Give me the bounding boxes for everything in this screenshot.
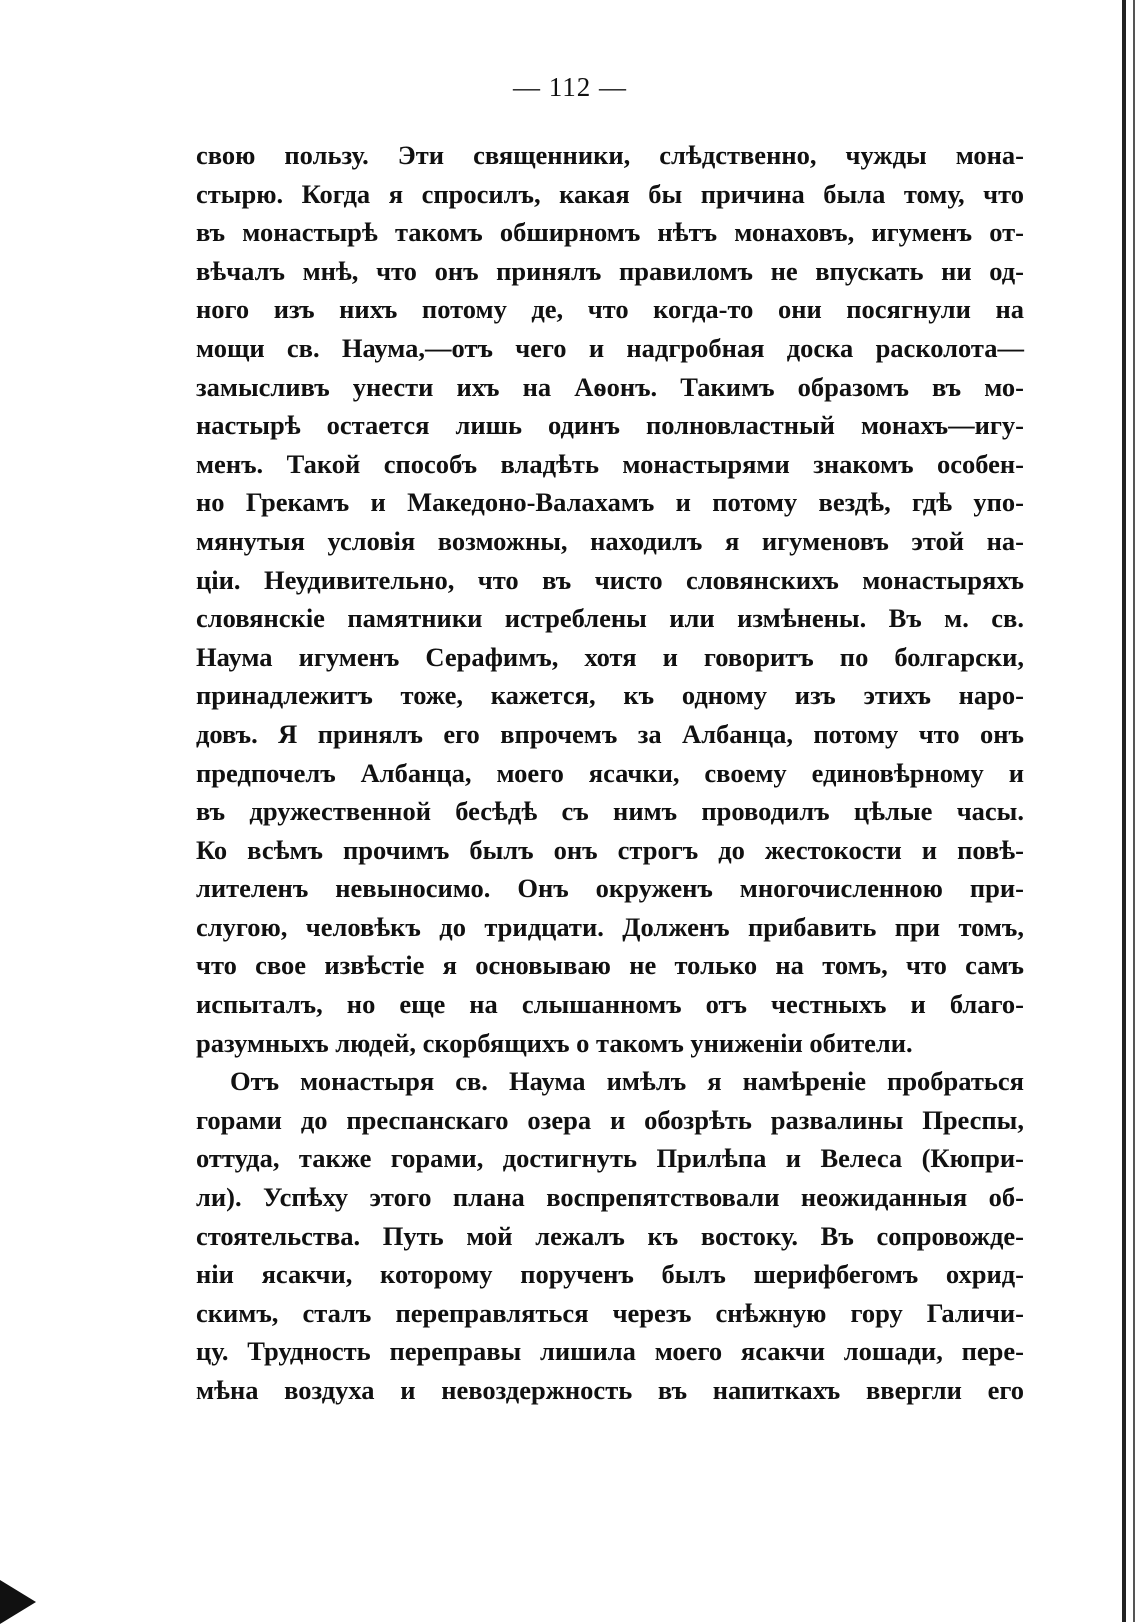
text-line: Наума игуменъ Серафимъ, хотя и говоритъ по болгарски, [196,641,1024,672]
text-line-paragraph-end: разумныхъ людей, скорбящихъ о такомъ униженіи обители. [196,1027,913,1058]
text-line: стоятельства. Путь мой лежалъ къ востоку. Въ сопровожде- [196,1220,1024,1251]
text-line: въ монастырѣ такомъ обширномъ нѣтъ монаховъ, игуменъ от- [196,217,1024,248]
body-text [196,136,1024,1410]
text-line: принадлежитъ тоже, кажется, къ одному изъ этихъ наро- [196,680,1024,711]
page-number: — 112 — [513,72,627,102]
text-line: оттуда, также горами, достигнуть Прилѣпа и Велеса (Кюпри- [196,1143,1024,1174]
text-line: въ дружественной бесѣдѣ съ нимъ проводилъ цѣлые часы. [196,796,1024,827]
text-line: Ко всѣмъ прочимъ былъ онъ строгъ до жестокости и повѣ- [196,834,1024,865]
text-line: замысливъ унести ихъ на Аѳонъ. Такимъ образомъ въ мо- [196,371,1024,402]
text-line: мощи св. Наума,—отъ чего и надгробная доска расколота— [196,332,1024,363]
text-line: ціи. Неудивительно, что въ чисто словянскихъ монастыряхъ [196,564,1024,595]
text-line: ного изъ нихъ потому де, что когда-то они посягнули на [196,294,1024,325]
text-line: менъ. Такой способъ владѣть монастырями знакомъ особен- [196,448,1024,479]
text-line: свою пользу. Эти священники, слѣдственно, чужды мона- [196,140,1024,170]
text-line: ніи ясакчи, которому порученъ былъ шерифбегомъ охрид- [196,1259,1024,1290]
text-line: горами до преспанскаго озера и обозрѣть развалины Преспы, [196,1104,1024,1135]
page-corner-arrow-icon [0,1580,36,1624]
text-line: стырю. Когда я спросилъ, какая бы причина была тому, что [196,178,1024,209]
text-line: что свое извѣстіе я основываю не только на томъ, что самъ [196,950,1024,981]
text-line: скимъ, сталъ переправляться черезъ снѣжную гору Галичи- [196,1297,1024,1328]
scan-edge-rule [1122,0,1126,1622]
text-line: ли). Успѣху этого плана воспрепятствовали неожиданныя об- [196,1182,1024,1213]
text-line: довъ. Я принялъ его впрочемъ за Албанца, потому что онъ [196,718,1024,749]
scan-edge-rule-secondary [1133,0,1135,1622]
text-line: настырѣ остается лишь одинъ полновластный монахъ—игу- [196,410,1024,441]
text-line: цу. Трудность переправы лишила моего ясакчи лошади, пере- [196,1336,1024,1367]
text-line: вѣчалъ мнѣ, что онъ принялъ правиломъ не впускать ни од- [196,255,1024,286]
text-line: словянскіе памятники истреблены или измѣнены. Въ м. св. [196,603,1024,634]
text-line: предпочелъ Албанца, моего ясачки, своему единовѣрному и [196,757,1024,788]
text-line: испыталъ, но еще на слышанномъ отъ честныхъ и благо- [196,989,1024,1020]
text-line: мянутыя условія возможны, находилъ я игуменовъ этой на- [196,525,1024,556]
text-line: лителенъ невыносимо. Онъ окруженъ многочисленною при- [196,873,1024,904]
text-line: но Грекамъ и Македоно-Валахамъ и потому вездѣ, гдѣ упо- [196,487,1024,518]
text-line-paragraph-start: Отъ монастыря св. Наума имѣлъ я намѣреніе пробраться [230,1066,1024,1097]
text-line: слугою, человѣкъ до тридцати. Долженъ прибавить при томъ, [196,911,1024,942]
text-line: мѣна воздуха и невоздержность въ напиткахъ ввергли его [196,1375,1024,1405]
